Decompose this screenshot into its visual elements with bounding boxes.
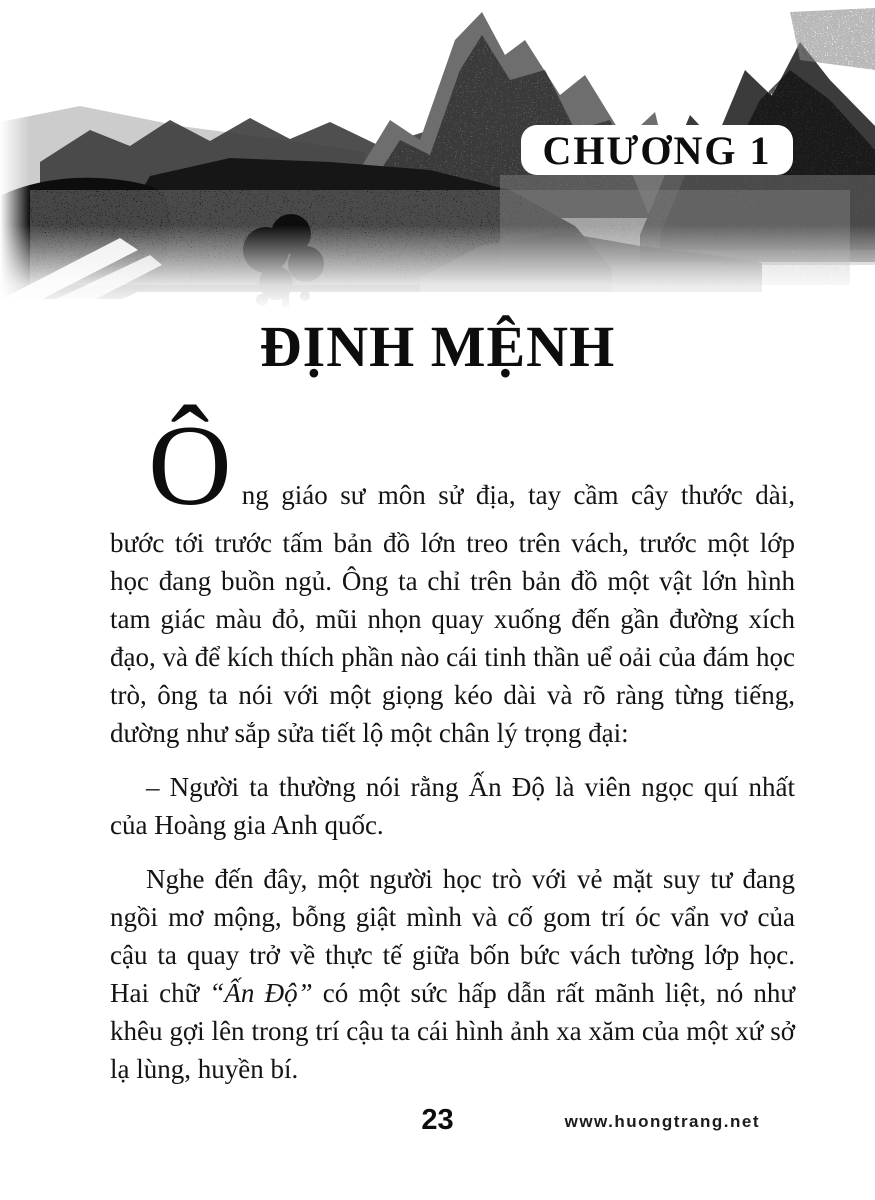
page-footer (0, 1104, 875, 1144)
chapter-badge (521, 125, 793, 175)
paragraph-3-italic-phrase: “Ấn Độ” (209, 977, 313, 1008)
paragraph-3 (110, 860, 795, 1088)
chapter-title: ĐỊNH MỆNH (259, 314, 616, 379)
page-number: 23 (421, 1104, 454, 1136)
paragraph-1-first-line: ng giáo sư môn sử địa, tay cầm cây thước dài, (241, 479, 795, 510)
paragraph-1 (110, 401, 795, 752)
chapter-badge-label: CHƯƠNG 1 (542, 127, 772, 173)
publisher-website: www.huongtrang.net (564, 1112, 760, 1131)
paragraph-2: – Người ta thường nói rằng Ấn Độ là viên ngọc quí nhất của Hoàng gia Anh quốc. (110, 771, 795, 840)
dropcap-letter: Ô (148, 401, 232, 530)
paragraph-3-before: Nghe đến đây, một người học trò với vẻ mặt suy tư đang ngồi mơ mộng, bỗng giật mình và cố gom trí óc vẩn vơ của cậu ta quay trở về thực tế giữa bốn bức vách tường lớp học. Hai chữ (110, 863, 795, 1008)
body-text (110, 401, 795, 1088)
hero-section (0, 0, 875, 310)
paragraph-1-rest: bước tới trước tấm bản đồ lớn treo trên vách, trước một lớp học đang buồn ngủ. Ông ta chỉ trên bản đồ một vật lớn hình tam giác màu đỏ, mũi nhọn quay xuống đến gần đường xích đạo, và để kích thích phần nào cái tinh thần uể oải của đám học trò, ông ta nói với một giọng kéo dài và rõ ràng từng tiếng, dường như sắp sửa tiết lộ một chân lý trọng đại: (110, 527, 795, 748)
dropcap-row (110, 401, 795, 530)
paragraph-3-after: có một sức hấp dẫn rất mãnh liệt, nó như khêu gợi lên trong trí cậu ta cái hình ảnh xa xăm của một xứ sở lạ lùng, huyền bí. (110, 977, 795, 1084)
